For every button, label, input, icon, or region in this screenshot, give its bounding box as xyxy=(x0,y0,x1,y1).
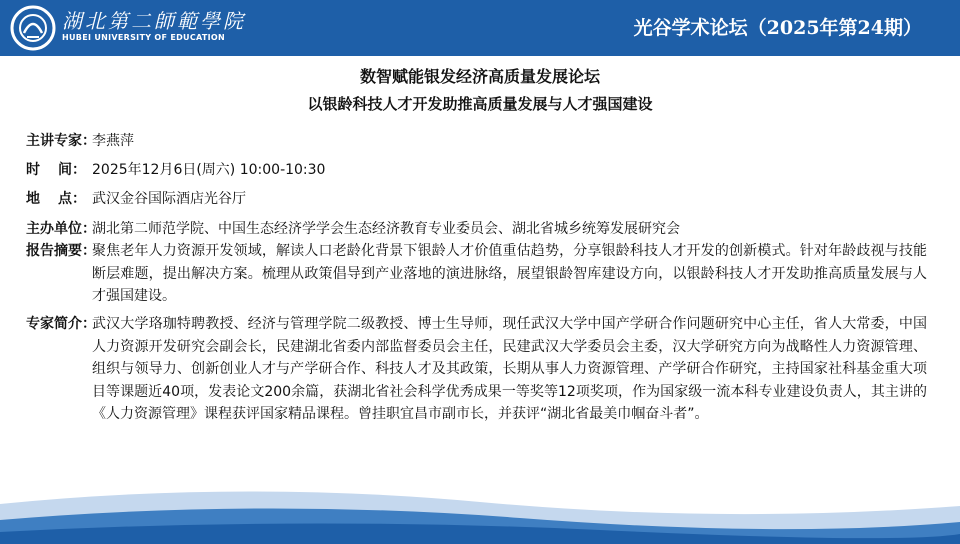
abstract-row xyxy=(26,240,927,308)
expert-label: 主讲专家： xyxy=(26,133,96,149)
expert-value: 李燕萍 xyxy=(92,133,134,149)
expert-row xyxy=(26,130,927,150)
location-row xyxy=(26,188,927,208)
time-label xyxy=(26,159,92,179)
host-row xyxy=(26,218,927,238)
event-title: 数智赋能银发经济高质量发展论坛 xyxy=(359,67,600,86)
university-logo-icon xyxy=(10,5,56,51)
bio-label: 专家简介： xyxy=(26,316,96,332)
time-label-right: 间： xyxy=(58,162,86,178)
school-name-cn: 湖北第二師範學院 xyxy=(62,9,246,33)
time-label-left: 时 xyxy=(26,162,40,178)
bottom-wave-decoration xyxy=(0,484,960,544)
forum-title: 光谷学术论坛（2025年第24期） xyxy=(633,17,922,39)
school-name-en: HUBEI UNIVERSITY OF EDUCATION xyxy=(62,33,225,42)
location-label xyxy=(26,188,92,208)
time-row xyxy=(26,159,927,179)
host-value: 湖北第二师范学院、中国生态经济学学会生态经济教育专业委员会、湖北省城乡统筹发展研究会 xyxy=(92,221,680,237)
bio-row xyxy=(26,313,927,426)
location-value: 武汉金谷国际酒店光谷厅 xyxy=(92,191,246,207)
host-label: 主办单位： xyxy=(26,221,96,237)
location-label-left: 地 xyxy=(26,191,40,207)
header-bar xyxy=(0,0,960,56)
event-subtitle: 以银龄科技人才开发助推高质量发展与人才强国建设 xyxy=(307,95,653,113)
bio-value: 武汉大学珞珈特聘教授、经济与管理学院二级教授、博士生导师，现任武汉大学中国产学研合作问题研究中心主任，省人大常委，中国人力资源开发研究会副会长，民建湖北省委内部监督委员会主任，民建武汉大学委员会主委，汉大学研究方向为战略性人力资源管理、组织与领导力、创新创业人才与产学研合作、科技人才及其政策，长期从事人力资源管理、产学研合作研究，主持国家社科基金重大项目等课题近40项，发表论文200余篇，获湖北省社会科学优秀成果一等奖等12项奖项，作为国家级一流本科专业建设负责人，其主讲的《人力资源管理》课程获评国家精品课程。曾挂职宜昌市副市长，并获评“湖北省最美巾帼奋斗者”。 xyxy=(92,316,927,422)
location-label-right: 点： xyxy=(58,191,86,207)
abstract-label: 报告摘要： xyxy=(26,243,96,259)
time-value: 2025年12月6日(周六) 10:00-10:30 xyxy=(92,162,326,178)
abstract-value: 聚焦老年人力资源开发领域，解读人口老龄化背景下银龄人才价值重估趋势，分享银龄科技人才开发的创新模式。针对年龄歧视与技能断层难题，提出解决方案。梳理从政策倡导到产业落地的演进脉络，展望银龄智库建设方向，以银龄科技人才开发助推高质量发展与人才强国建设。 xyxy=(92,243,927,304)
